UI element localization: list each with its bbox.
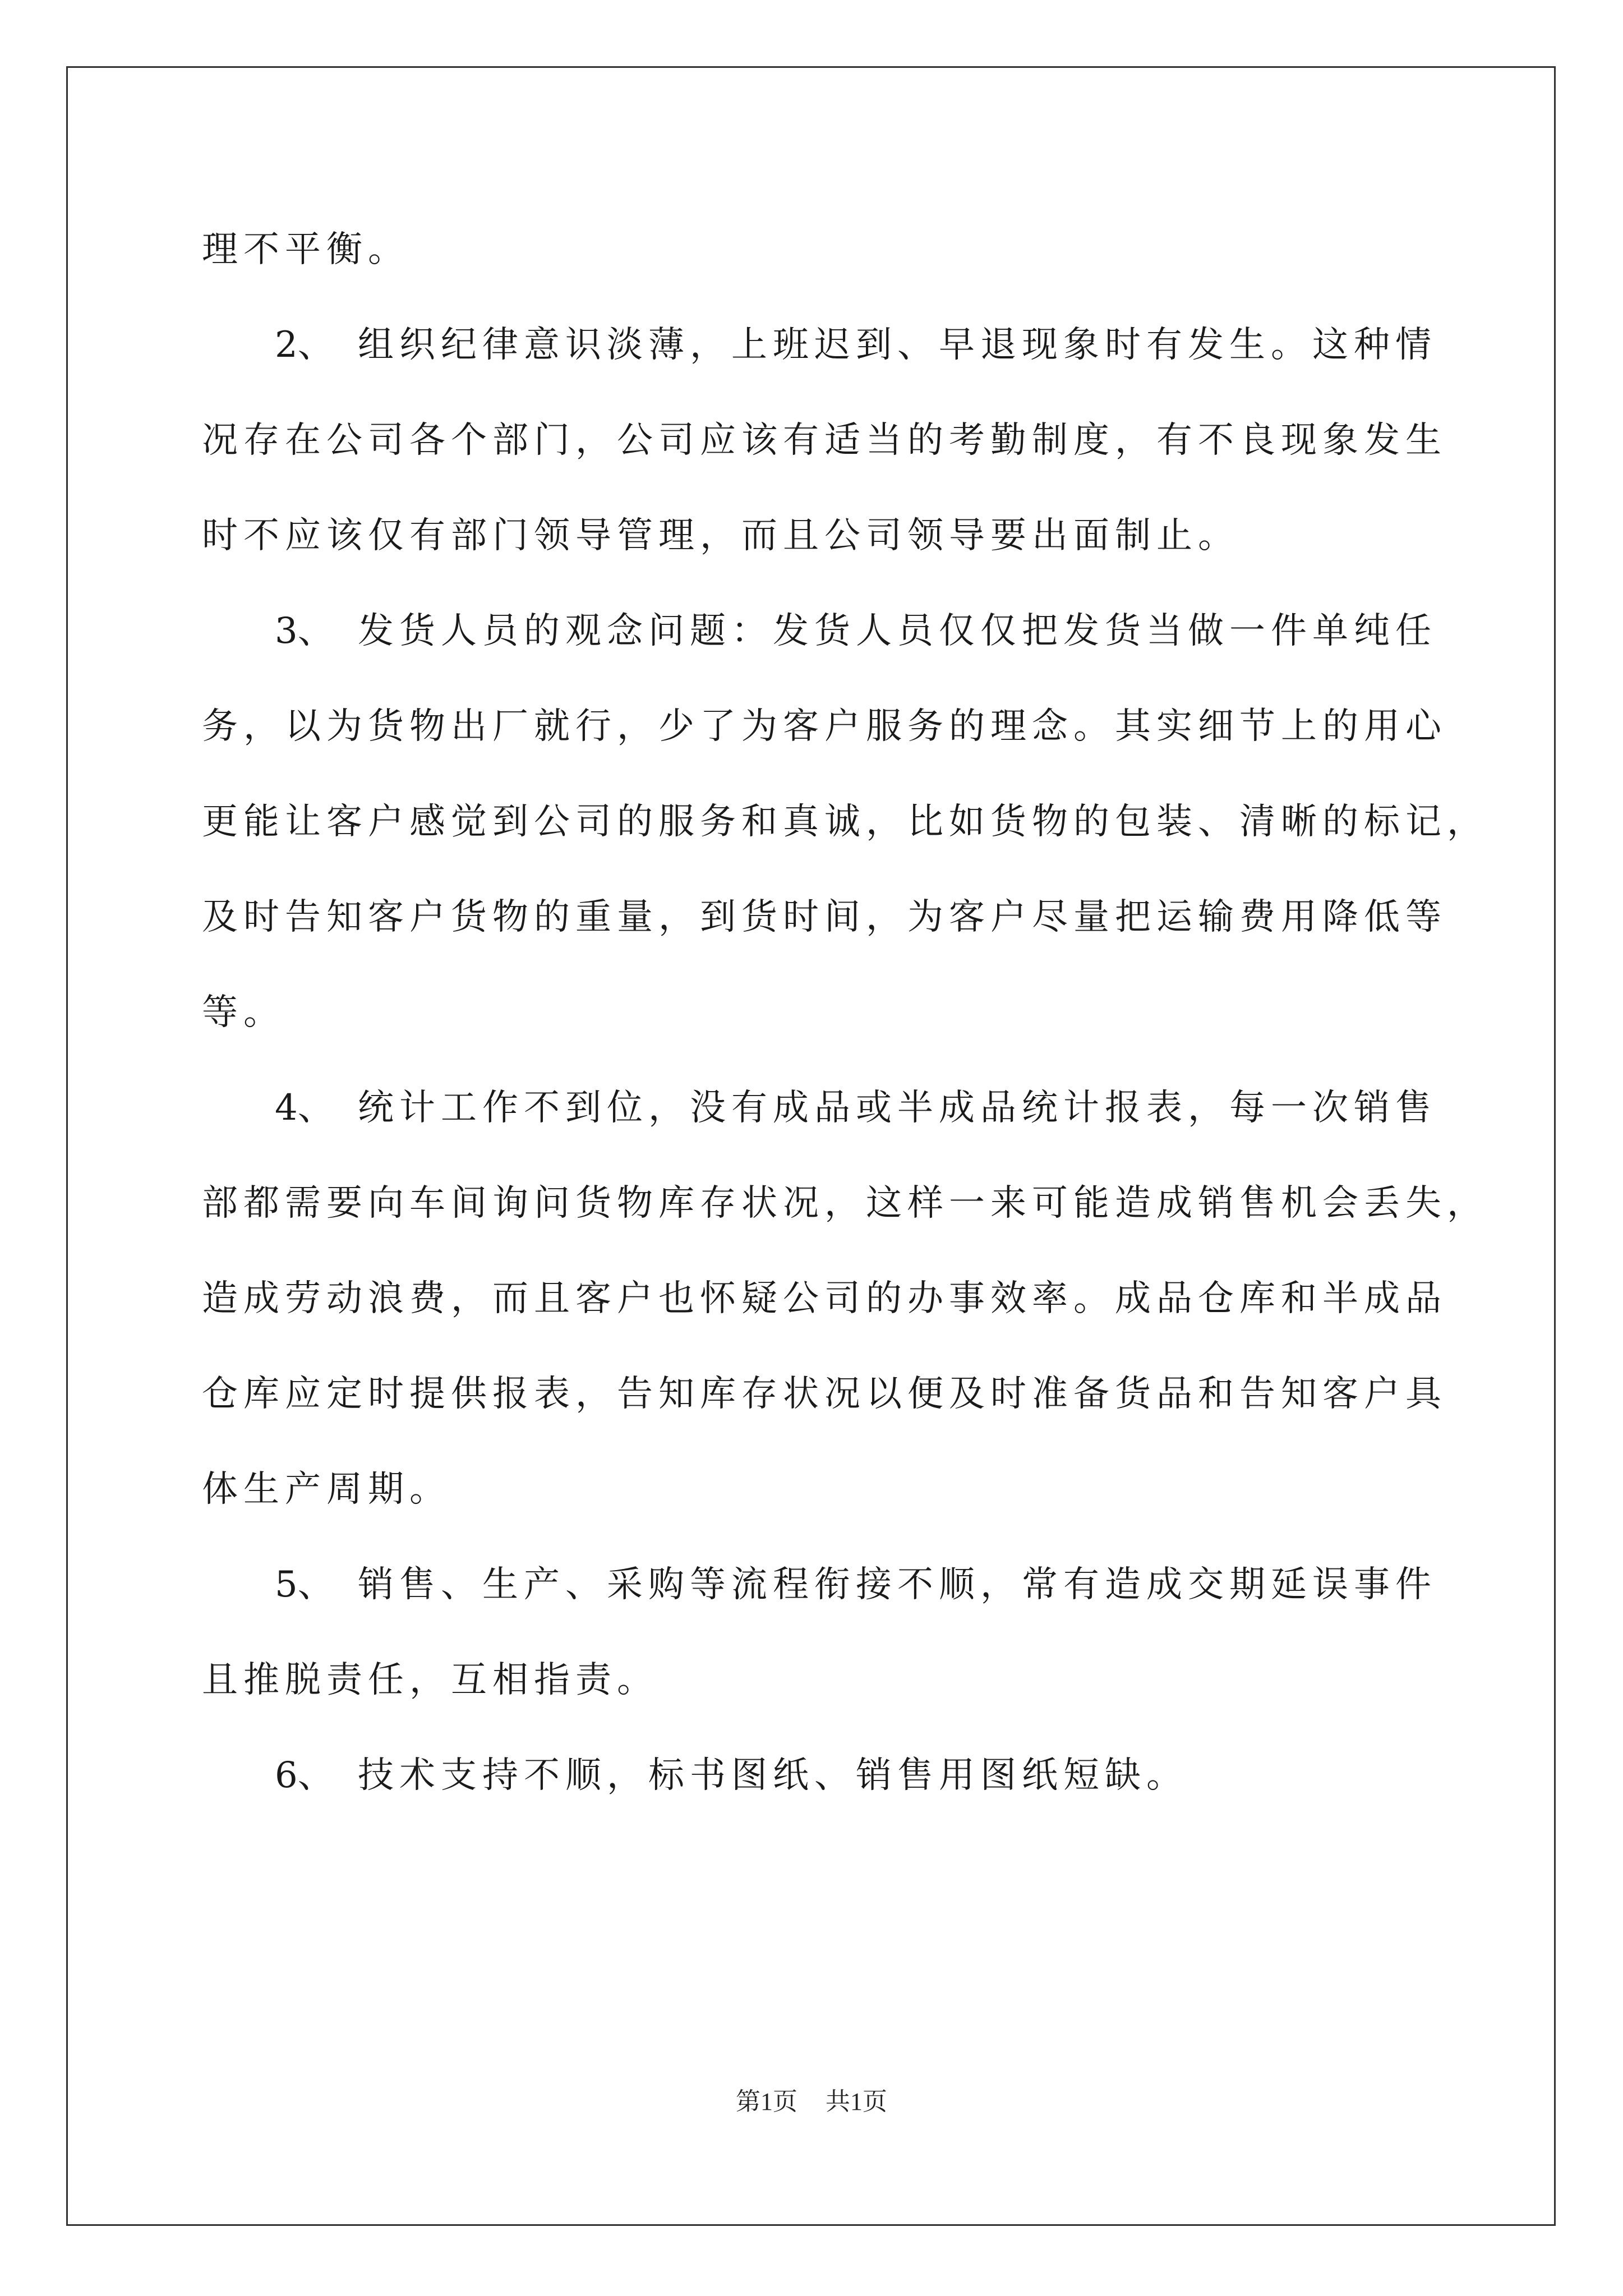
paragraph-line: 更能让客户感觉到公司的服务和真诚，比如货物的包装、清晰的标记，	[202, 801, 1488, 843]
item-number: 2、	[275, 324, 334, 366]
paragraph-line: 仓库应定时提供报表，告知库存状况以便及时准备货品和告知客户具	[202, 1373, 1447, 1415]
paragraph-line: 时不应该仅有部门领导管理，而且公司领导要出面制止。	[202, 515, 1239, 556]
paragraph-line: 销售、生产、采购等流程衔接不顺，常有造成交期延误事件	[358, 1564, 1437, 1605]
item-number: 5、	[275, 1564, 334, 1605]
paragraph-line: 部都需要向车间询问货物库存状况，这样一来可能造成销售机会丢失，	[202, 1182, 1488, 1224]
list-item-5	[202, 1537, 1436, 1728]
paragraph-line: 技术支持不顺，标书图纸、销售用图纸短缺。	[358, 1755, 1188, 1796]
paragraph-line: 体生产周期。	[202, 1469, 451, 1510]
list-item-6	[202, 1728, 1436, 1823]
paragraph-line: 且推脱责任，互相指责。	[202, 1659, 658, 1701]
item-number: 4、	[275, 1087, 334, 1129]
list-item-4	[202, 1060, 1488, 1537]
page-footer	[0, 2081, 1623, 2117]
paragraph-line: 造成劳动浪费，而且客户也怀疑公司的办事效率。成品仓库和半成品	[202, 1278, 1447, 1319]
paragraph-line: 统计工作不到位，没有成品或半成品统计报表，每一次销售	[358, 1087, 1437, 1129]
paragraph-line: 等。	[202, 992, 285, 1033]
page-total: 共1页	[826, 2088, 887, 2115]
paragraph-line: 理不平衡。	[202, 229, 409, 270]
paragraph-line: 务，以为货物出厂就行，少了为客户服务的理念。其实细节上的用心	[202, 706, 1447, 747]
item-number: 3、	[275, 610, 334, 652]
paragraph-line: 发货人员的观念问题：发货人员仅仅把发货当做一件单纯任	[358, 610, 1437, 652]
paragraph-line: 及时告知客户货物的重量，到货时间，为客户尽量把运输费用降低等	[202, 896, 1447, 938]
paragraph-line: 组织纪律意识淡薄，上班迟到、早退现象时有发生。这种情	[358, 324, 1437, 366]
list-item-2	[202, 297, 1447, 583]
page-number: 第1页	[736, 2088, 797, 2115]
document-body	[202, 202, 1488, 1823]
list-item-3	[202, 583, 1488, 1060]
paragraph-line: 况存在公司各个部门，公司应该有适当的考勤制度，有不良现象发生	[202, 420, 1447, 461]
item-number: 6、	[275, 1755, 334, 1796]
